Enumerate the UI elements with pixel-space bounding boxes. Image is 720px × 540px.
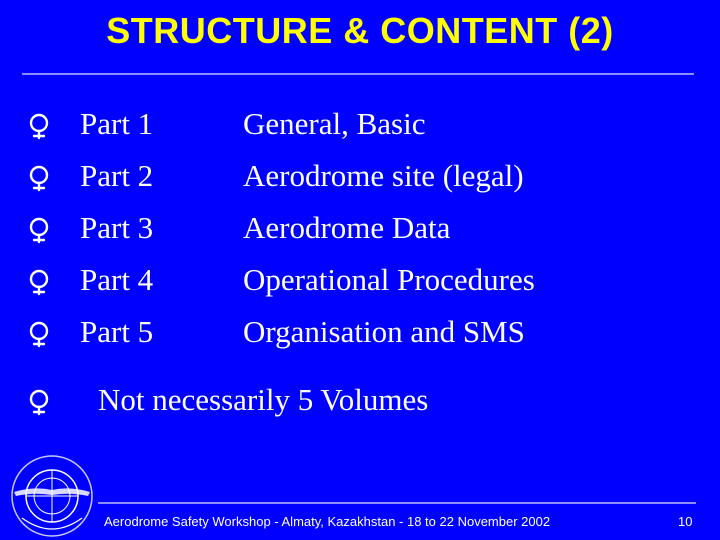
- airplane-icon: [28, 112, 50, 142]
- part-label: Part 4: [80, 262, 154, 297]
- list-item: [0, 314, 720, 360]
- airplane-icon: [28, 320, 50, 350]
- part-label: Part 2: [80, 158, 154, 193]
- airplane-icon: [28, 164, 50, 194]
- list-item: [0, 158, 720, 204]
- airplane-icon: [28, 216, 50, 246]
- footer-divider: [98, 502, 696, 504]
- airplane-icon: [28, 388, 50, 418]
- part-label: Part 5: [80, 314, 154, 349]
- note-item: [0, 382, 720, 428]
- list-item: [0, 210, 720, 256]
- part-description: General, Basic: [243, 106, 426, 141]
- page-number: 10: [678, 514, 693, 529]
- part-label: Part 3: [80, 210, 154, 245]
- note-text: Not necessarily 5 Volumes: [98, 382, 429, 417]
- list-item: [0, 262, 720, 308]
- footer-text: Aerodrome Safety Workshop - Almaty, Kazakhstan - 18 to 22 November 2002: [104, 514, 551, 529]
- part-description: Aerodrome site (legal): [243, 158, 524, 193]
- part-label: Part 1: [80, 106, 154, 141]
- icao-logo: [4, 448, 100, 540]
- part-description: Organisation and SMS: [243, 314, 525, 349]
- title-divider: [22, 73, 694, 75]
- list-item: [0, 106, 720, 152]
- part-description: Operational Procedures: [243, 262, 535, 297]
- part-description: Aerodrome Data: [243, 210, 451, 245]
- airplane-icon: [28, 268, 50, 298]
- slide-title: STRUCTURE & CONTENT (2): [106, 10, 614, 51]
